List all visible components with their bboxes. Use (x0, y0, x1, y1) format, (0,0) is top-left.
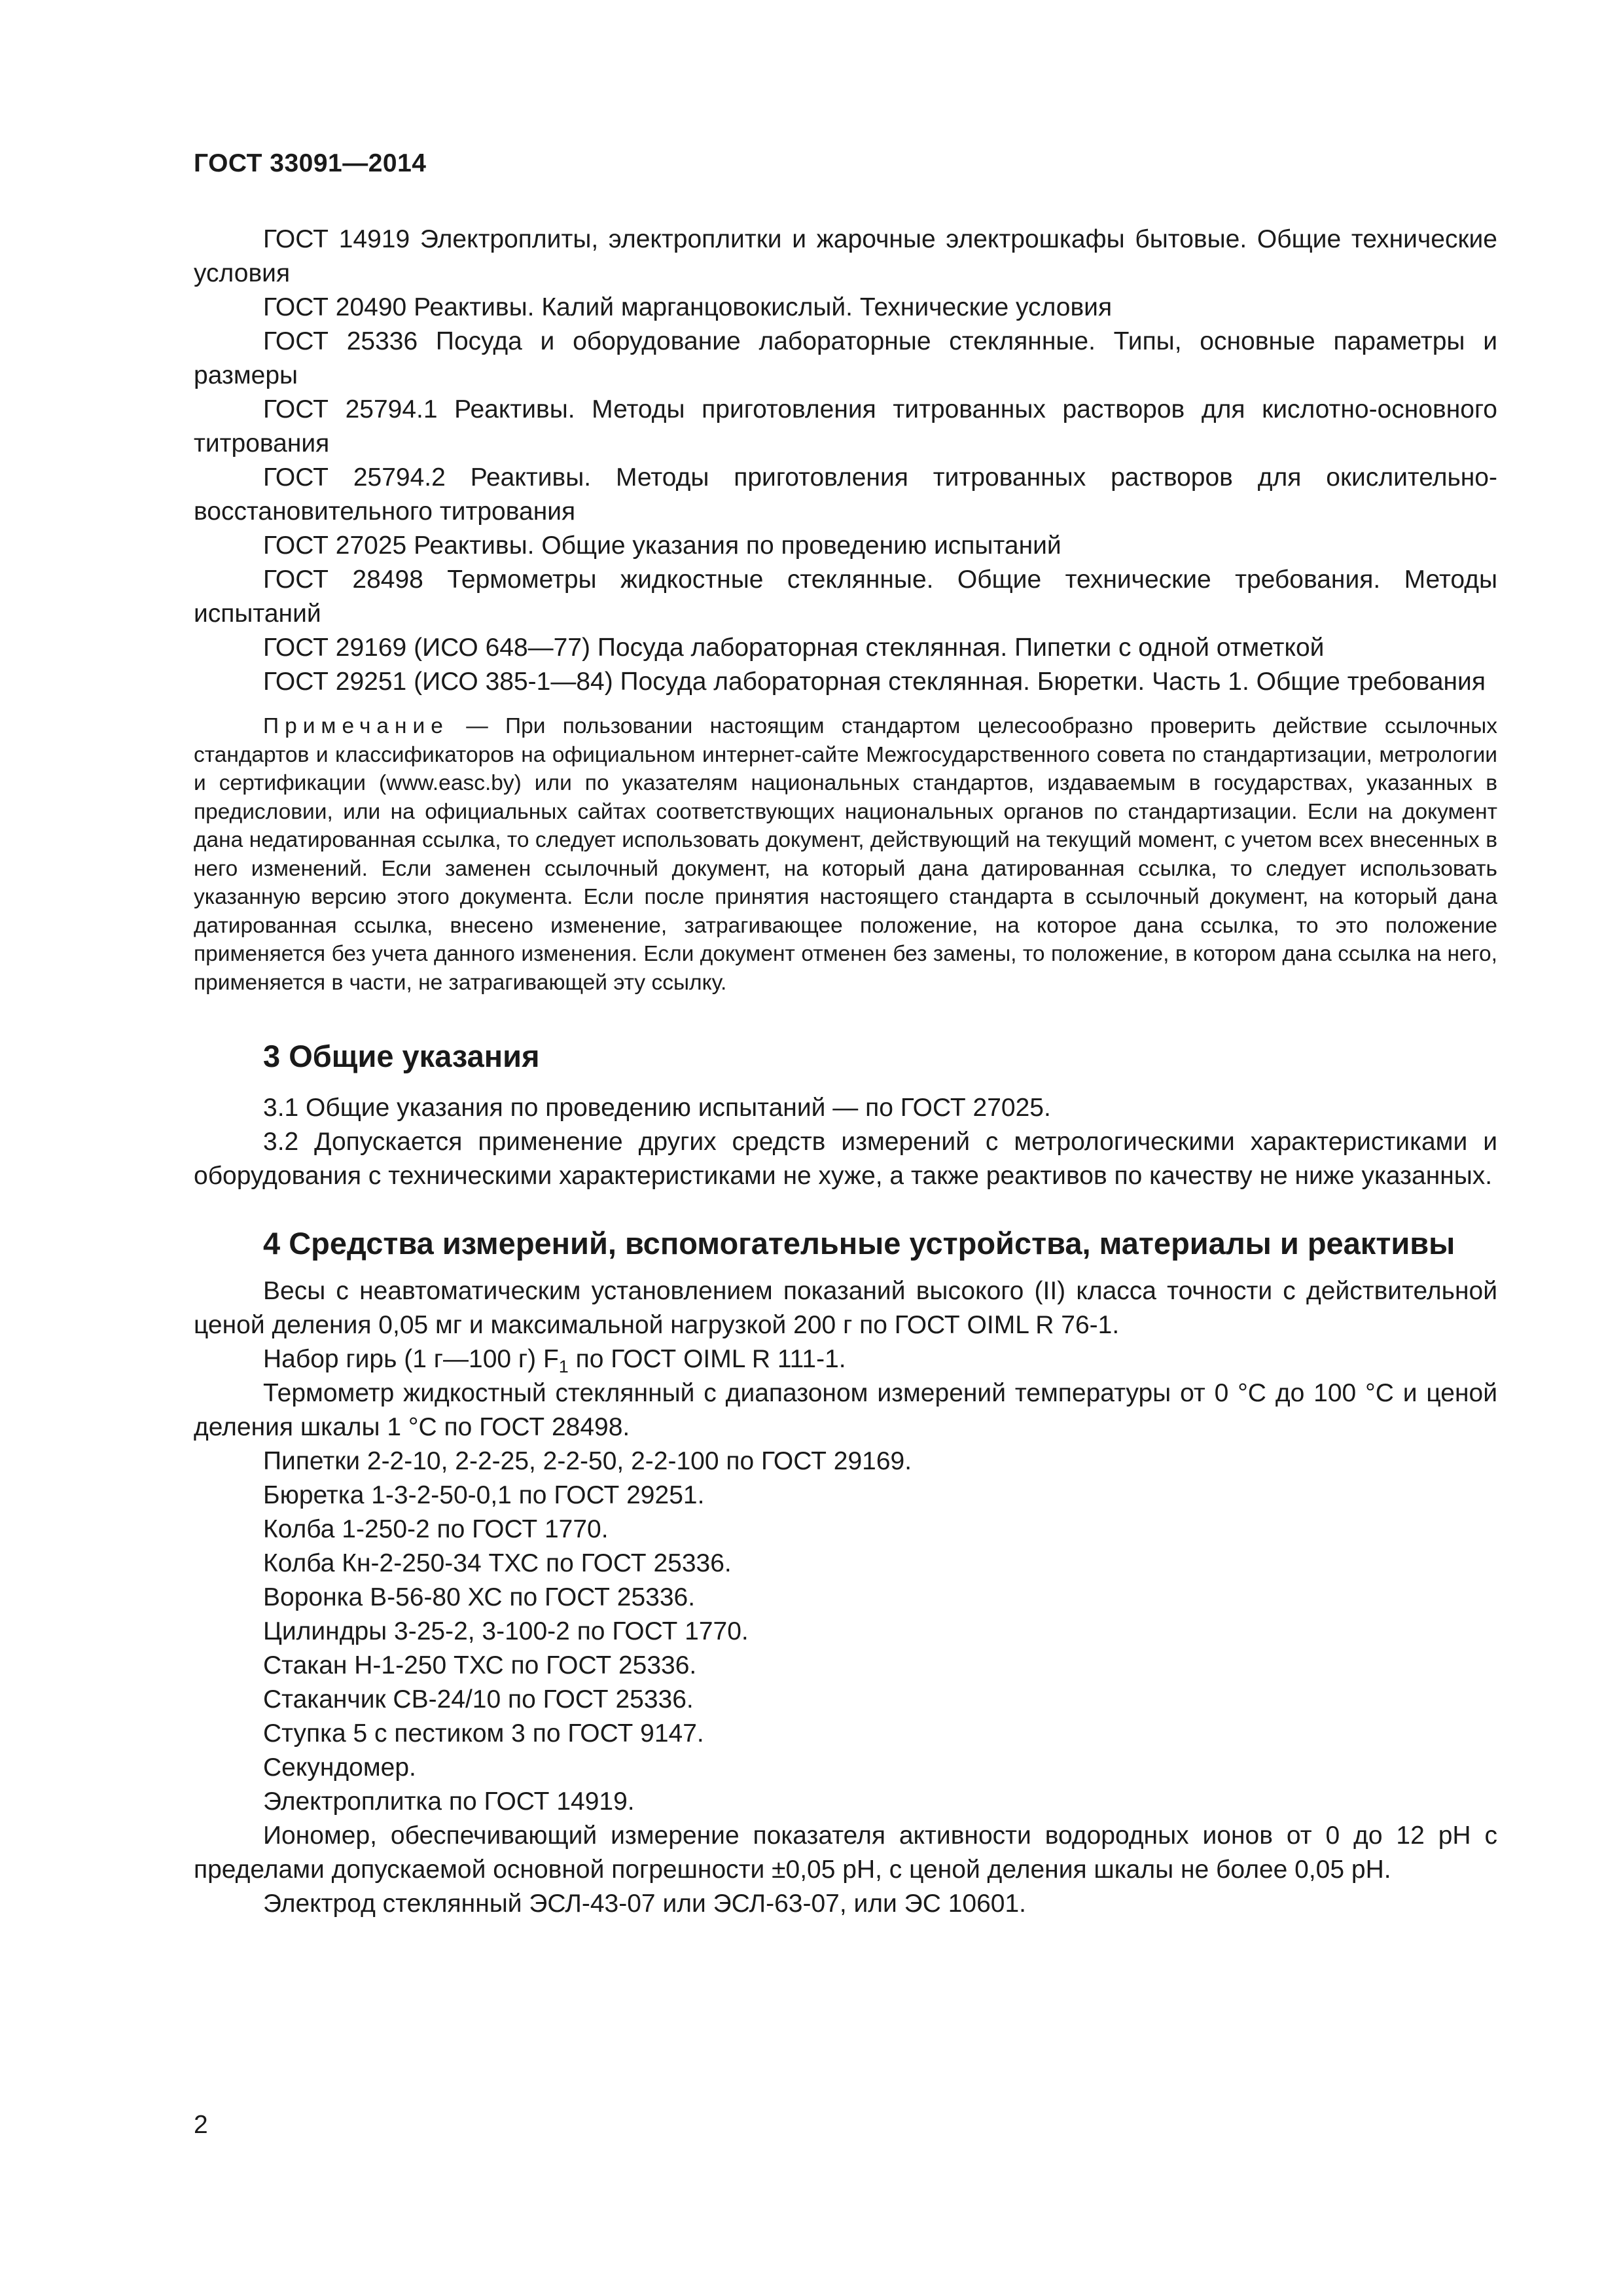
note-text: — При пользовании настоящим стандартом целесообразно проверить действие ссылочных стандартов и классификаторов на официальном интернет-сайте Межгосударственного совета по стандартизации, метрологии и сертификации (www.easc.by) или по указателям национальных стандартов, издаваемым в государствах, указанных в предисловии, или на официальных сайтах соответствующих национальных органов по стандартизации. Если на документ дана недатированная ссылка, то следует использовать документ, действующий на текущий момент, с учетом всех внесенных в него изменений. Если заменен ссылочный документ, на который дана датированная ссылка, то следует использовать указанную версию этого документа. Если после принятия настоящего стандарта в ссылочный документ, на который дана датированная ссылка, внесено изменение, затрагивающее положение, на которое дана ссылка, то это положение применяется без учета данного изменения. Если документ отменен без замены, то положение, в котором дана ссылка на него, применяется в части, не затрагивающей эту ссылку. (194, 714, 1497, 995)
section-3-paragraph: 3.1 Общие указания по проведению испытаний — по ГОСТ 27025. (263, 1094, 1051, 1122)
equipment-item: Воронка В-56-80 ХС по ГОСТ 25336. (263, 1583, 696, 1611)
equipment-item: Колба 1-250-2 по ГОСТ 1770. (263, 1515, 609, 1543)
reference-item: ГОСТ 27025 Реактивы. Общие указания по проведению испытаний (263, 531, 1061, 560)
reference-item: ГОСТ 29251 (ИСО 385-1—84) Посуда лабораторная стеклянная. Бюретки. Часть 1. Общие требования (263, 668, 1486, 696)
equipment-item: Весы с неавтоматическим установлением показаний высокого (II) класса точности с действительной ценой деления 0,05 мг и максимальной нагрузкой 200 г по ГОСТ OIML R 76-1. (194, 1277, 1497, 1339)
page-content (194, 223, 1497, 1921)
section-3-paragraph: 3.2 Допускается применение других средств измерений с метрологическими характеристиками и оборудования с техническими характеристиками не хуже, а также реактивов по качеству не ниже указанных. (194, 1128, 1497, 1190)
weights-standard: по ГОСТ OIML R 111-1. (568, 1345, 846, 1373)
equipment-item (194, 1342, 1497, 1376)
reference-item: ГОСТ 14919 Электроплиты, электроплитки и жарочные электрошкафы бытовые. Общие технические условия (194, 225, 1497, 287)
references-note (194, 712, 1497, 997)
weights-class-subscript: 1 (558, 1357, 569, 1376)
equipment-item: Электроплитка по ГОСТ 14919. (263, 1787, 635, 1816)
reference-item: ГОСТ 25794.1 Реактивы. Методы приготовления титрованных растворов для кислотно-основного титрования (194, 395, 1497, 457)
reference-item: ГОСТ 29169 (ИСО 648—77) Посуда лабораторная стеклянная. Пипетки с одной отметкой (263, 634, 1325, 662)
document-code-header: ГОСТ 33091—2014 (194, 149, 427, 177)
reference-item: ГОСТ 20490 Реактивы. Калий марганцовокислый. Технические условия (263, 293, 1113, 321)
weights-text: Набор гирь (1 г—100 г) F (263, 1345, 559, 1373)
note-label: Примечание (263, 714, 449, 738)
equipment-item: Иономер, обеспечивающий измерение показателя активности водородных ионов от 0 до 12 pH с пределами допускаемой основной погрешности ±0,05 pH, с ценой деления шкалы не более 0,05 pH. (194, 1821, 1497, 1884)
equipment-item: Электрод стеклянный ЭСЛ-43-07 или ЭСЛ-63-07, или ЭС 10601. (263, 1890, 1026, 1918)
equipment-item: Бюретка 1-3-2-50-0,1 по ГОСТ 29251. (263, 1481, 705, 1509)
equipment-item: Ступка 5 с пестиком 3 по ГОСТ 9147. (263, 1719, 704, 1748)
equipment-item: Стаканчик СВ-24/10 по ГОСТ 25336. (263, 1685, 694, 1713)
equipment-item: Цилиндры 3-25-2, 3-100-2 по ГОСТ 1770. (263, 1617, 749, 1645)
reference-item: ГОСТ 28498 Термометры жидкостные стеклянные. Общие технические требования. Методы испытаний (194, 565, 1497, 628)
equipment-item: Секундомер. (263, 1753, 416, 1782)
reference-item: ГОСТ 25794.2 Реактивы. Методы приготовления титрованных растворов для окислительно-восстановительного титрования (194, 463, 1497, 526)
reference-item: ГОСТ 25336 Посуда и оборудование лабораторные стеклянные. Типы, основные параметры и размеры (194, 327, 1497, 389)
section-3-title: 3 Общие указания (263, 1039, 540, 1073)
equipment-item: Колба Кн-2-250-34 ТХС по ГОСТ 25336. (263, 1549, 732, 1577)
section-4-title: 4 Средства измерений, вспомогательные устройства, материалы и реактивы (263, 1226, 1455, 1261)
equipment-item: Пипетки 2-2-10, 2-2-25, 2-2-50, 2-2-100 по ГОСТ 29169. (263, 1447, 912, 1475)
page-number: 2 (194, 2111, 208, 2139)
equipment-item: Термометр жидкостный стеклянный с диапазоном измерений температуры от 0 °C до 100 °C и ценой деления шкалы 1 °C по ГОСТ 28498. (194, 1379, 1497, 1441)
equipment-item: Стакан Н-1-250 ТХС по ГОСТ 25336. (263, 1651, 697, 1679)
